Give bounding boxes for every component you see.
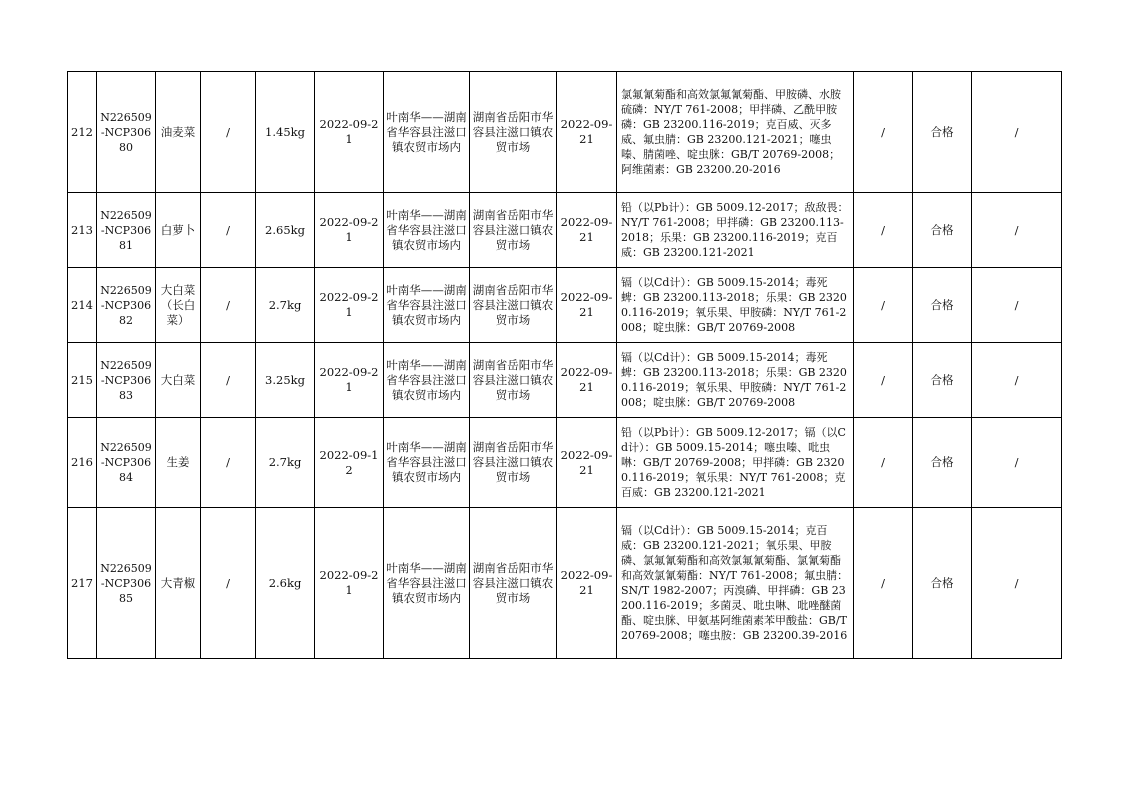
unqualified-items-cell: /	[854, 72, 913, 193]
sample-number-cell: N226509-NCP30680	[97, 72, 156, 193]
test-date-cell: 2022-09-21	[557, 193, 617, 268]
table-row	[68, 193, 1062, 268]
sample-name-cell: 大白菜	[156, 343, 201, 418]
brand-cell: /	[201, 343, 256, 418]
test-items-standards-cell: 镉（以Cd计）：GB 5009.15-2014；毒死蜱：GB 23200.113-2018；乐果：GB 23200.116-2019；氧乐果、甲胺磷：NY/T 761-2008；啶虫脒：GB/T 20769-2008	[617, 268, 854, 343]
result-cell: 合格	[913, 193, 972, 268]
sampling-location-cell: 湖南省岳阳市华容县注滋口镇农贸市场	[470, 508, 557, 659]
unqualified-items-cell: /	[854, 268, 913, 343]
unqualified-items-cell: /	[854, 508, 913, 659]
result-cell: 合格	[913, 72, 972, 193]
test-date-cell: 2022-09-21	[557, 268, 617, 343]
row-number-cell: 216	[68, 418, 97, 508]
test-items-standards-cell: 镉（以Cd计）：GB 5009.15-2014；克百威：GB 23200.121-2021；氧乐果、甲胺磷、氯氟氰菊酯和高效氯氟氰菊酯、氯氰菊酯和高效氯氰菊酯：NY/T 761-2008；氟虫腈：SN/T 1982-2007；丙溴磷、甲拌磷：GB 23200.116-2019；多菌灵、吡虫啉、吡唑醚菌酯、啶虫脒、甲氨基阿维菌素苯甲酸盐：GB/T 20769-2008；噻虫胺：GB 23200.39-2016	[617, 508, 854, 659]
quantity-cell: 2.65kg	[256, 193, 315, 268]
sample-name-cell: 油麦菜	[156, 72, 201, 193]
sampling-date-cell: 2022-09-21	[315, 72, 384, 193]
table-row	[68, 418, 1062, 508]
quantity-cell: 3.25kg	[256, 343, 315, 418]
remark-cell: /	[972, 193, 1062, 268]
sample-number-cell: N226509-NCP30682	[97, 268, 156, 343]
brand-cell: /	[201, 268, 256, 343]
sampling-date-cell: 2022-09-12	[315, 418, 384, 508]
table-row	[68, 343, 1062, 418]
quantity-cell: 1.45kg	[256, 72, 315, 193]
row-number-cell: 215	[68, 343, 97, 418]
result-cell: 合格	[913, 343, 972, 418]
producer-cell: 叶南华——湖南省华容县注滋口镇农贸市场内	[384, 72, 470, 193]
producer-cell: 叶南华——湖南省华容县注滋口镇农贸市场内	[384, 343, 470, 418]
sampling-date-cell: 2022-09-21	[315, 193, 384, 268]
test-items-standards-cell: 镉（以Cd计）：GB 5009.15-2014；毒死蜱：GB 23200.113-2018；乐果：GB 23200.116-2019；氧乐果、甲胺磷：NY/T 761-2008；啶虫脒：GB/T 20769-2008	[617, 343, 854, 418]
quantity-cell: 2.7kg	[256, 418, 315, 508]
producer-cell: 叶南华——湖南省华容县注滋口镇农贸市场内	[384, 268, 470, 343]
row-number-cell: 212	[68, 72, 97, 193]
brand-cell: /	[201, 193, 256, 268]
sample-number-cell: N226509-NCP30681	[97, 193, 156, 268]
test-date-cell: 2022-09-21	[557, 418, 617, 508]
table-row	[68, 508, 1062, 659]
remark-cell: /	[972, 418, 1062, 508]
result-cell: 合格	[913, 508, 972, 659]
sampling-location-cell: 湖南省岳阳市华容县注滋口镇农贸市场	[470, 268, 557, 343]
quantity-cell: 2.7kg	[256, 268, 315, 343]
sampling-location-cell: 湖南省岳阳市华容县注滋口镇农贸市场	[470, 343, 557, 418]
brand-cell: /	[201, 418, 256, 508]
producer-cell: 叶南华——湖南省华容县注滋口镇农贸市场内	[384, 508, 470, 659]
brand-cell: /	[201, 72, 256, 193]
table-body	[68, 72, 1062, 659]
table-row	[68, 72, 1062, 193]
test-items-standards-cell: 铅（以Pb计）：GB 5009.12-2017；敌敌畏：NY/T 761-2008；甲拌磷：GB 23200.113-2018；乐果：GB 23200.116-2019；克百威：GB 23200.121-2021	[617, 193, 854, 268]
sampling-date-cell: 2022-09-21	[315, 268, 384, 343]
sampling-date-cell: 2022-09-21	[315, 343, 384, 418]
unqualified-items-cell: /	[854, 418, 913, 508]
row-number-cell: 217	[68, 508, 97, 659]
remark-cell: /	[972, 343, 1062, 418]
result-cell: 合格	[913, 418, 972, 508]
test-date-cell: 2022-09-21	[557, 508, 617, 659]
sampling-location-cell: 湖南省岳阳市华容县注滋口镇农贸市场	[470, 193, 557, 268]
row-number-cell: 213	[68, 193, 97, 268]
result-cell: 合格	[913, 268, 972, 343]
sample-number-cell: N226509-NCP30683	[97, 343, 156, 418]
test-items-standards-cell: 铅（以Pb计）：GB 5009.12-2017；镉（以Cd计）：GB 5009.15-2014；噻虫嗪、吡虫啉：GB/T 20769-2008；甲拌磷：GB 23200.116-2019；氧乐果：NY/T 761-2008；克百威：GB 23200.121-2021	[617, 418, 854, 508]
sample-name-cell: 白萝卜	[156, 193, 201, 268]
unqualified-items-cell: /	[854, 193, 913, 268]
inspection-results-table	[67, 71, 1062, 659]
sample-name-cell: 生姜	[156, 418, 201, 508]
sample-name-cell: 大青椒	[156, 508, 201, 659]
sample-number-cell: N226509-NCP30684	[97, 418, 156, 508]
test-date-cell: 2022-09-21	[557, 72, 617, 193]
producer-cell: 叶南华——湖南省华容县注滋口镇农贸市场内	[384, 418, 470, 508]
test-items-standards-cell: 氯氟氰菊酯和高效氯氟氰菊酯、甲胺磷、水胺硫磷：NY/T 761-2008；甲拌磷、乙酰甲胺磷：GB 23200.116-2019；克百威、灭多威、氟虫腈：GB 23200.121-2021；噻虫嗪、腈菌唑、啶虫脒：GB/T 20769-2008；阿维菌素：GB 23200.20-2016	[617, 72, 854, 193]
sample-name-cell: 大白菜（长白菜）	[156, 268, 201, 343]
remark-cell: /	[972, 268, 1062, 343]
brand-cell: /	[201, 508, 256, 659]
table-row	[68, 268, 1062, 343]
remark-cell: /	[972, 72, 1062, 193]
quantity-cell: 2.6kg	[256, 508, 315, 659]
unqualified-items-cell: /	[854, 343, 913, 418]
test-date-cell: 2022-09-21	[557, 343, 617, 418]
producer-cell: 叶南华——湖南省华容县注滋口镇农贸市场内	[384, 193, 470, 268]
sample-number-cell: N226509-NCP30685	[97, 508, 156, 659]
remark-cell: /	[972, 508, 1062, 659]
sampling-date-cell: 2022-09-21	[315, 508, 384, 659]
sampling-location-cell: 湖南省岳阳市华容县注滋口镇农贸市场	[470, 72, 557, 193]
row-number-cell: 214	[68, 268, 97, 343]
sampling-location-cell: 湖南省岳阳市华容县注滋口镇农贸市场	[470, 418, 557, 508]
